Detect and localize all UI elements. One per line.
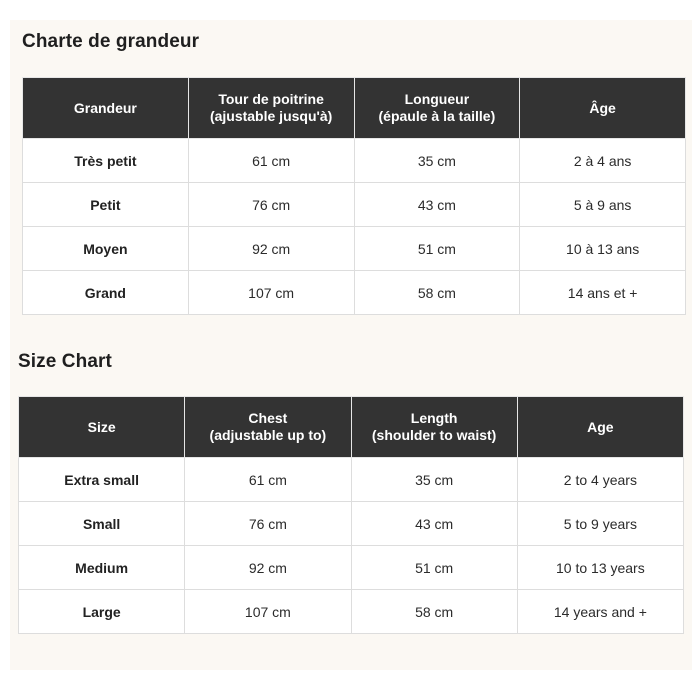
- age-cell: 2 à 4 ans: [520, 139, 686, 183]
- table-row: [23, 271, 686, 315]
- english-size-table: [18, 396, 684, 634]
- chest-cell: 92 cm: [185, 546, 351, 590]
- chest-cell: 92 cm: [188, 227, 354, 271]
- header-grandeur: [23, 78, 189, 139]
- age-cell: 5 à 9 ans: [520, 183, 686, 227]
- table-row: [19, 458, 684, 502]
- size-cell: Medium: [19, 546, 185, 590]
- size-cell: Large: [19, 590, 185, 634]
- chest-cell: 61 cm: [185, 458, 351, 502]
- length-cell: 35 cm: [354, 139, 520, 183]
- table-header-row: [23, 78, 686, 139]
- table-row: [19, 502, 684, 546]
- age-cell: 2 to 4 years: [517, 458, 683, 502]
- header-age: [517, 397, 683, 458]
- table-row: [19, 590, 684, 634]
- chest-cell: 107 cm: [185, 590, 351, 634]
- header-line: Size: [87, 418, 116, 435]
- table-row: [19, 546, 684, 590]
- header-subline: (adjustable up to): [209, 427, 327, 443]
- header-subline: (épaule à la taille): [378, 108, 496, 124]
- header-line: Chest: [248, 410, 288, 426]
- age-cell: 10 à 13 ans: [520, 227, 686, 271]
- chest-cell: 76 cm: [185, 502, 351, 546]
- header-length: [351, 397, 517, 458]
- chest-cell: 76 cm: [188, 183, 354, 227]
- size-cell: Grand: [23, 271, 189, 315]
- length-cell: 43 cm: [354, 183, 520, 227]
- length-cell: 58 cm: [354, 271, 520, 315]
- header-size: [19, 397, 185, 458]
- header-line: Tour de poitrine: [218, 91, 324, 107]
- age-cell: 14 ans et +: [520, 271, 686, 315]
- size-cell: Small: [19, 502, 185, 546]
- header-tour-de-poitrine: [188, 78, 354, 139]
- header-line: Âge: [589, 99, 616, 116]
- length-cell: 51 cm: [351, 546, 517, 590]
- header-chest: [185, 397, 351, 458]
- header-age: [520, 78, 686, 139]
- size-cell: Très petit: [23, 139, 189, 183]
- table-row: [23, 183, 686, 227]
- chest-cell: 107 cm: [188, 271, 354, 315]
- header-longueur: [354, 78, 520, 139]
- header-line: Age: [587, 418, 614, 435]
- table-header-row: [19, 397, 684, 458]
- length-cell: 51 cm: [354, 227, 520, 271]
- header-line: Grandeur: [73, 99, 137, 116]
- size-cell: Moyen: [23, 227, 189, 271]
- size-cell: Petit: [23, 183, 189, 227]
- header-subline: (ajustable jusqu'à): [209, 108, 333, 124]
- french-chart-title: Charte de grandeur: [22, 31, 200, 52]
- header-line: Length: [410, 410, 458, 426]
- age-cell: 5 to 9 years: [517, 502, 683, 546]
- size-cell: Extra small: [19, 458, 185, 502]
- age-cell: 10 to 13 years: [517, 546, 683, 590]
- length-cell: 43 cm: [351, 502, 517, 546]
- length-cell: 58 cm: [351, 590, 517, 634]
- age-cell: 14 years and +: [517, 590, 683, 634]
- length-cell: 35 cm: [351, 458, 517, 502]
- table-row: [23, 139, 686, 183]
- table-row: [23, 227, 686, 271]
- header-subline: (shoulder to waist): [371, 427, 497, 443]
- french-size-table: [22, 77, 686, 315]
- chest-cell: 61 cm: [188, 139, 354, 183]
- english-chart-title: Size Chart: [18, 351, 112, 372]
- header-line: Longueur: [404, 91, 470, 107]
